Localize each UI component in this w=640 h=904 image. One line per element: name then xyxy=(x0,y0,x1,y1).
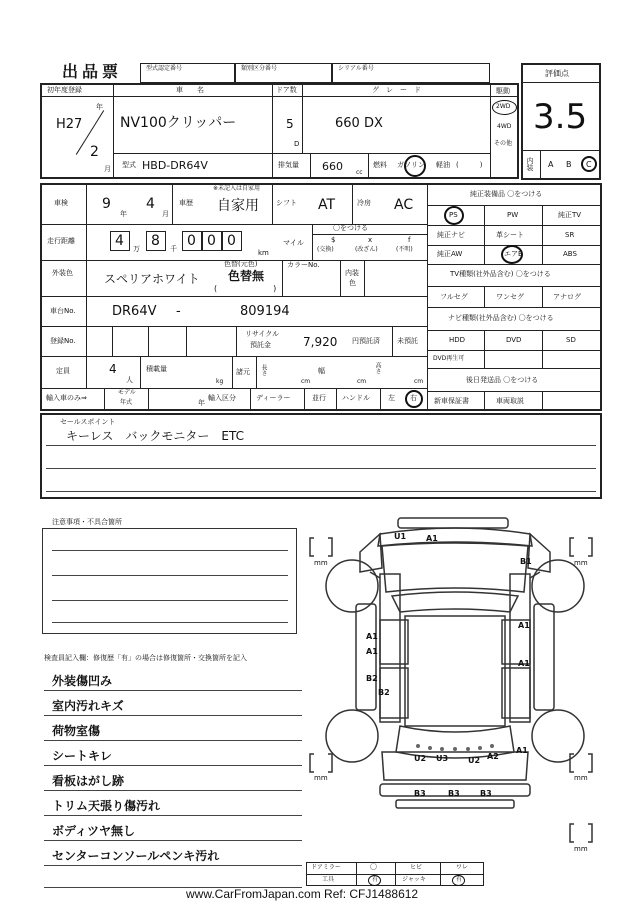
model-label: 型式 xyxy=(122,161,136,169)
damage-label-u1: U1 xyxy=(394,532,407,541)
damage-label-a1-rear: A1 xyxy=(516,746,528,755)
note-item-1: 外装傷凹み xyxy=(52,674,113,688)
equip-aw: 純正AW xyxy=(437,250,463,258)
handle-left: 左 xyxy=(388,394,395,402)
doors-label: ドア数 xyxy=(276,86,297,94)
damage-label-a1-l2: A1 xyxy=(366,647,378,656)
damage-label-a1-front: A1 xyxy=(426,534,438,543)
equip-navi: 純正ナビ xyxy=(437,231,465,239)
damage-label-b3-1: B3 xyxy=(414,789,426,798)
ac-label: 冷房 xyxy=(357,199,371,207)
rating-value: 3.5 xyxy=(533,97,588,137)
shift-value: AT xyxy=(318,197,336,213)
repaint-paren: ( ) xyxy=(214,284,277,293)
interior-c: C xyxy=(586,160,592,169)
equip-ps: PS xyxy=(449,211,458,219)
damage-label-a1-l1: A1 xyxy=(366,632,378,641)
capacity-value: 4 xyxy=(109,362,117,376)
import-parallel: 並行 xyxy=(312,394,326,402)
damage-label-a1-r1: A1 xyxy=(518,621,530,630)
doors-value: 5 xyxy=(286,117,294,131)
equip-leather: 革シート xyxy=(496,231,524,239)
class-label: 類別区分番号 xyxy=(241,65,278,72)
legend-tools-circle xyxy=(368,875,381,886)
notes-bracket xyxy=(42,528,297,634)
fuel-light: 軽油 xyxy=(436,161,450,169)
registration-label: 登録No. xyxy=(50,337,76,345)
history-value: 自家用 xyxy=(217,198,259,214)
damage-label-b3-2: B3 xyxy=(448,789,460,798)
recycle-value: 7,920 xyxy=(303,335,338,349)
damage-label-b2-1: B2 xyxy=(366,674,378,683)
interior-c-circle xyxy=(581,156,597,172)
note-item-6: トリム天張り傷汚れ xyxy=(52,799,161,813)
legend-jack-circle xyxy=(452,875,465,886)
damage-label-u2-1: U2 xyxy=(414,754,427,763)
disp-unit: cc xyxy=(356,169,363,176)
note-item-2: 室内汚れキズ xyxy=(52,699,124,713)
interior-b: B xyxy=(566,160,572,169)
hei-cm: cm xyxy=(414,378,424,385)
legend-crack: ワレ xyxy=(456,864,469,871)
mileage-digit-3: 0 xyxy=(187,233,196,249)
model-value: HBD-DR64V xyxy=(142,159,208,172)
year-unit: 年 xyxy=(96,103,103,111)
damage-label-b3-3: B3 xyxy=(480,789,492,798)
diagram-mm-rear: mm xyxy=(574,845,588,853)
legend-scratch: ヒビ xyxy=(410,864,423,871)
color-value: スペリアホワイト xyxy=(104,272,200,286)
damage-label-u3: U3 xyxy=(436,754,449,763)
model-cert-label: 型式認定番号 xyxy=(146,65,183,72)
serial-label: シリアル番号 xyxy=(338,65,374,72)
drive-label: 駆動 xyxy=(496,87,510,95)
mileage-digit-5: 0 xyxy=(227,233,236,249)
navi-hdd: HDD xyxy=(449,336,466,344)
chassis-dash: - xyxy=(176,304,181,319)
inspection-year: 9 xyxy=(102,196,111,212)
legend-jack: ジャッキ xyxy=(402,876,426,883)
wid-cm: cm xyxy=(357,378,367,385)
car-name-label: 車 名 xyxy=(176,86,204,94)
tv-full: フルセグ xyxy=(440,293,468,301)
mileage-man: 万 xyxy=(133,245,140,253)
first-reg-label: 初年度登録 xyxy=(47,86,82,94)
tv-analog: アナログ xyxy=(553,293,581,301)
note-item-7: ボディツヤ無し xyxy=(52,824,136,838)
mileage-digit-2: 8 xyxy=(151,233,160,249)
import-label: 輸入車のみ⇒ xyxy=(46,394,87,402)
equip-pw: PW xyxy=(507,211,519,219)
recycle-paid: 円預託済 xyxy=(352,337,380,345)
capacity-unit: 人 xyxy=(126,376,133,384)
damage-label-a2: A2 xyxy=(487,752,499,761)
tv-title: TV種類(社外品含む) 〇をつける xyxy=(450,270,551,278)
after-manual: 車両取説 xyxy=(496,397,524,405)
after-title: 後日発送品 〇をつける xyxy=(466,376,539,384)
equip-abs: ABS xyxy=(563,250,577,258)
handle-label: ハンドル xyxy=(342,394,370,402)
interior-a: A xyxy=(548,160,554,169)
repaint-label: 色替(元色) xyxy=(224,260,258,268)
legend-jack-mark: 有 xyxy=(456,876,463,883)
inspection-month-unit: 月 xyxy=(162,210,169,218)
mileage-m3: f xyxy=(408,236,411,244)
diagram-mm-rl: mm xyxy=(314,774,328,782)
inspector-label: 検査員記入欄：修復歴「有」の場合は修復箇所・交換箇所を記入 xyxy=(44,654,247,662)
import-class: 輸入区分 xyxy=(208,394,236,402)
dvd-playable: DVD再生可 xyxy=(433,355,465,362)
interior-color-label-2: 色 xyxy=(349,279,356,287)
disp-value: 660 xyxy=(322,160,343,173)
history-note: ※未記入は自家用 xyxy=(213,185,261,192)
legend-mirror-mark: 〇 xyxy=(370,863,377,871)
handle-right: 右 xyxy=(410,394,417,402)
rating-label: 評価点 xyxy=(545,69,569,78)
notes-label: 注意事項・不具合箇所 xyxy=(52,518,122,526)
drive-other: その他 xyxy=(494,140,513,147)
legend-tools-mark: 有 xyxy=(372,876,379,883)
import-year-unit: 年 xyxy=(198,399,205,407)
mileage-sen: 千 xyxy=(170,245,177,253)
history-label: 車歴 xyxy=(179,199,193,207)
damage-label-u2-2: U2 xyxy=(468,756,481,765)
grade-value: 660 DX xyxy=(335,116,383,131)
recycle-label-1: リサイクル xyxy=(245,330,280,338)
reg-year: H27 xyxy=(56,117,83,132)
len-label: 長さ xyxy=(260,364,267,376)
inspection-month: 4 xyxy=(146,196,155,212)
equip-airbag-circle xyxy=(501,245,523,264)
diagram-mm-fr: mm xyxy=(574,559,588,567)
model-year-label-1: モデル xyxy=(118,389,136,396)
shift-label: シフト xyxy=(276,199,297,207)
footer-watermark: www.CarFromJapan.com Ref: CFJ1488612 xyxy=(186,887,419,901)
drive-2wd-circle xyxy=(492,100,517,115)
month-unit: 月 xyxy=(104,165,111,173)
car-name: NV100クリッパー xyxy=(120,115,237,131)
hei-label: 高さ xyxy=(374,362,381,374)
equip-tv: 純正TV xyxy=(558,211,582,219)
mileage-m3b: (不明) xyxy=(396,246,413,253)
car-damage-diagram xyxy=(300,512,610,862)
ac-value: AC xyxy=(394,197,414,213)
mileage-m1: $ xyxy=(331,236,336,244)
model-year-label-2: 年式 xyxy=(120,399,133,406)
repaint-value: 色替無 xyxy=(228,269,265,283)
recycle-label-2: 預託金 xyxy=(250,341,271,349)
drive-4wd: 4WD xyxy=(497,123,512,130)
color-no-label: カラーNo. xyxy=(287,261,320,269)
note-item-3: 荷物室傷 xyxy=(52,724,101,738)
mileage-km: km xyxy=(258,249,269,257)
mileage-digit-4: 0 xyxy=(207,233,216,249)
inspection-label: 車検 xyxy=(54,199,68,207)
diagram-mm-fl: mm xyxy=(314,559,328,567)
dims-label: 諸元 xyxy=(236,368,250,376)
fuel-paren: ( ) xyxy=(456,161,483,169)
handle-right-circle xyxy=(405,390,423,408)
inspection-year-unit: 年 xyxy=(120,210,127,218)
mileage-m2b: (改ざん) xyxy=(355,246,378,253)
doors-sub: D xyxy=(294,140,300,148)
mileage-m2: x xyxy=(368,236,373,244)
damage-label-a1-r2: A1 xyxy=(518,659,530,668)
mileage-circle-note: 〇をつける xyxy=(333,224,368,232)
grade-label: グ レ ー ド xyxy=(372,86,421,94)
import-dealer: ディーラー xyxy=(256,394,291,402)
capacity-label: 定員 xyxy=(56,367,70,375)
mileage-digit-1: 4 xyxy=(115,233,124,249)
sheet-title: 出品票 xyxy=(62,62,123,81)
mile-label: マイル xyxy=(283,239,304,247)
legend-tools: 工具 xyxy=(322,876,335,883)
sales-text: キーレス バックモニター ETC xyxy=(66,429,244,443)
load-unit: kg xyxy=(216,378,224,385)
fuel-circle xyxy=(404,155,426,177)
damage-label-b1: B1 xyxy=(520,557,532,566)
equip-airbag: エアB xyxy=(504,250,523,258)
legend-mirror: ドアミラー xyxy=(311,864,341,871)
equip-ps-circle xyxy=(444,206,464,225)
chassis-label: 車台No. xyxy=(50,307,76,315)
diagram-mm-rr: mm xyxy=(574,774,588,782)
disp-label: 排気量 xyxy=(278,161,299,169)
note-item-8: センターコンソールペンキ汚れ xyxy=(52,849,220,863)
chassis-number: 809194 xyxy=(240,304,290,319)
color-label: 外装色 xyxy=(52,269,73,277)
fuel-label: 燃料 xyxy=(373,161,387,169)
damage-label-b2-2: B2 xyxy=(378,688,390,697)
navi-sd: SD xyxy=(566,336,576,344)
interior-label: 内装 xyxy=(526,157,534,171)
interior-color-label-1: 内装 xyxy=(345,269,359,277)
wid-label: 幅 xyxy=(318,367,325,375)
load-label: 積載量 xyxy=(146,365,167,373)
chassis-prefix: DR64V xyxy=(112,304,157,319)
recycle-unpaid: 未預託 xyxy=(397,337,418,345)
sales-label: セールスポイント xyxy=(60,418,116,426)
navi-title: ナビ種類(社外品含む) 〇をつける xyxy=(448,314,554,322)
reg-month: 2 xyxy=(90,144,99,160)
equip-sr: SR xyxy=(565,231,575,239)
len-cm: cm xyxy=(301,378,311,385)
after-warranty: 新車保証書 xyxy=(434,397,469,405)
mileage-label: 走行距離 xyxy=(47,237,75,245)
tv-one: ワンセグ xyxy=(496,293,524,301)
equipment-title: 純正装備品 〇をつける xyxy=(470,190,543,198)
note-item-5: 看板はがし跡 xyxy=(52,774,125,788)
mileage-m1b: (交換) xyxy=(317,246,334,253)
navi-dvd: DVD xyxy=(506,336,522,344)
fuel-value: ガソリン xyxy=(397,161,425,169)
note-item-4: シートキレ xyxy=(52,749,112,763)
drive-2wd: 2WD xyxy=(496,103,511,110)
sales-point-box xyxy=(40,413,602,499)
